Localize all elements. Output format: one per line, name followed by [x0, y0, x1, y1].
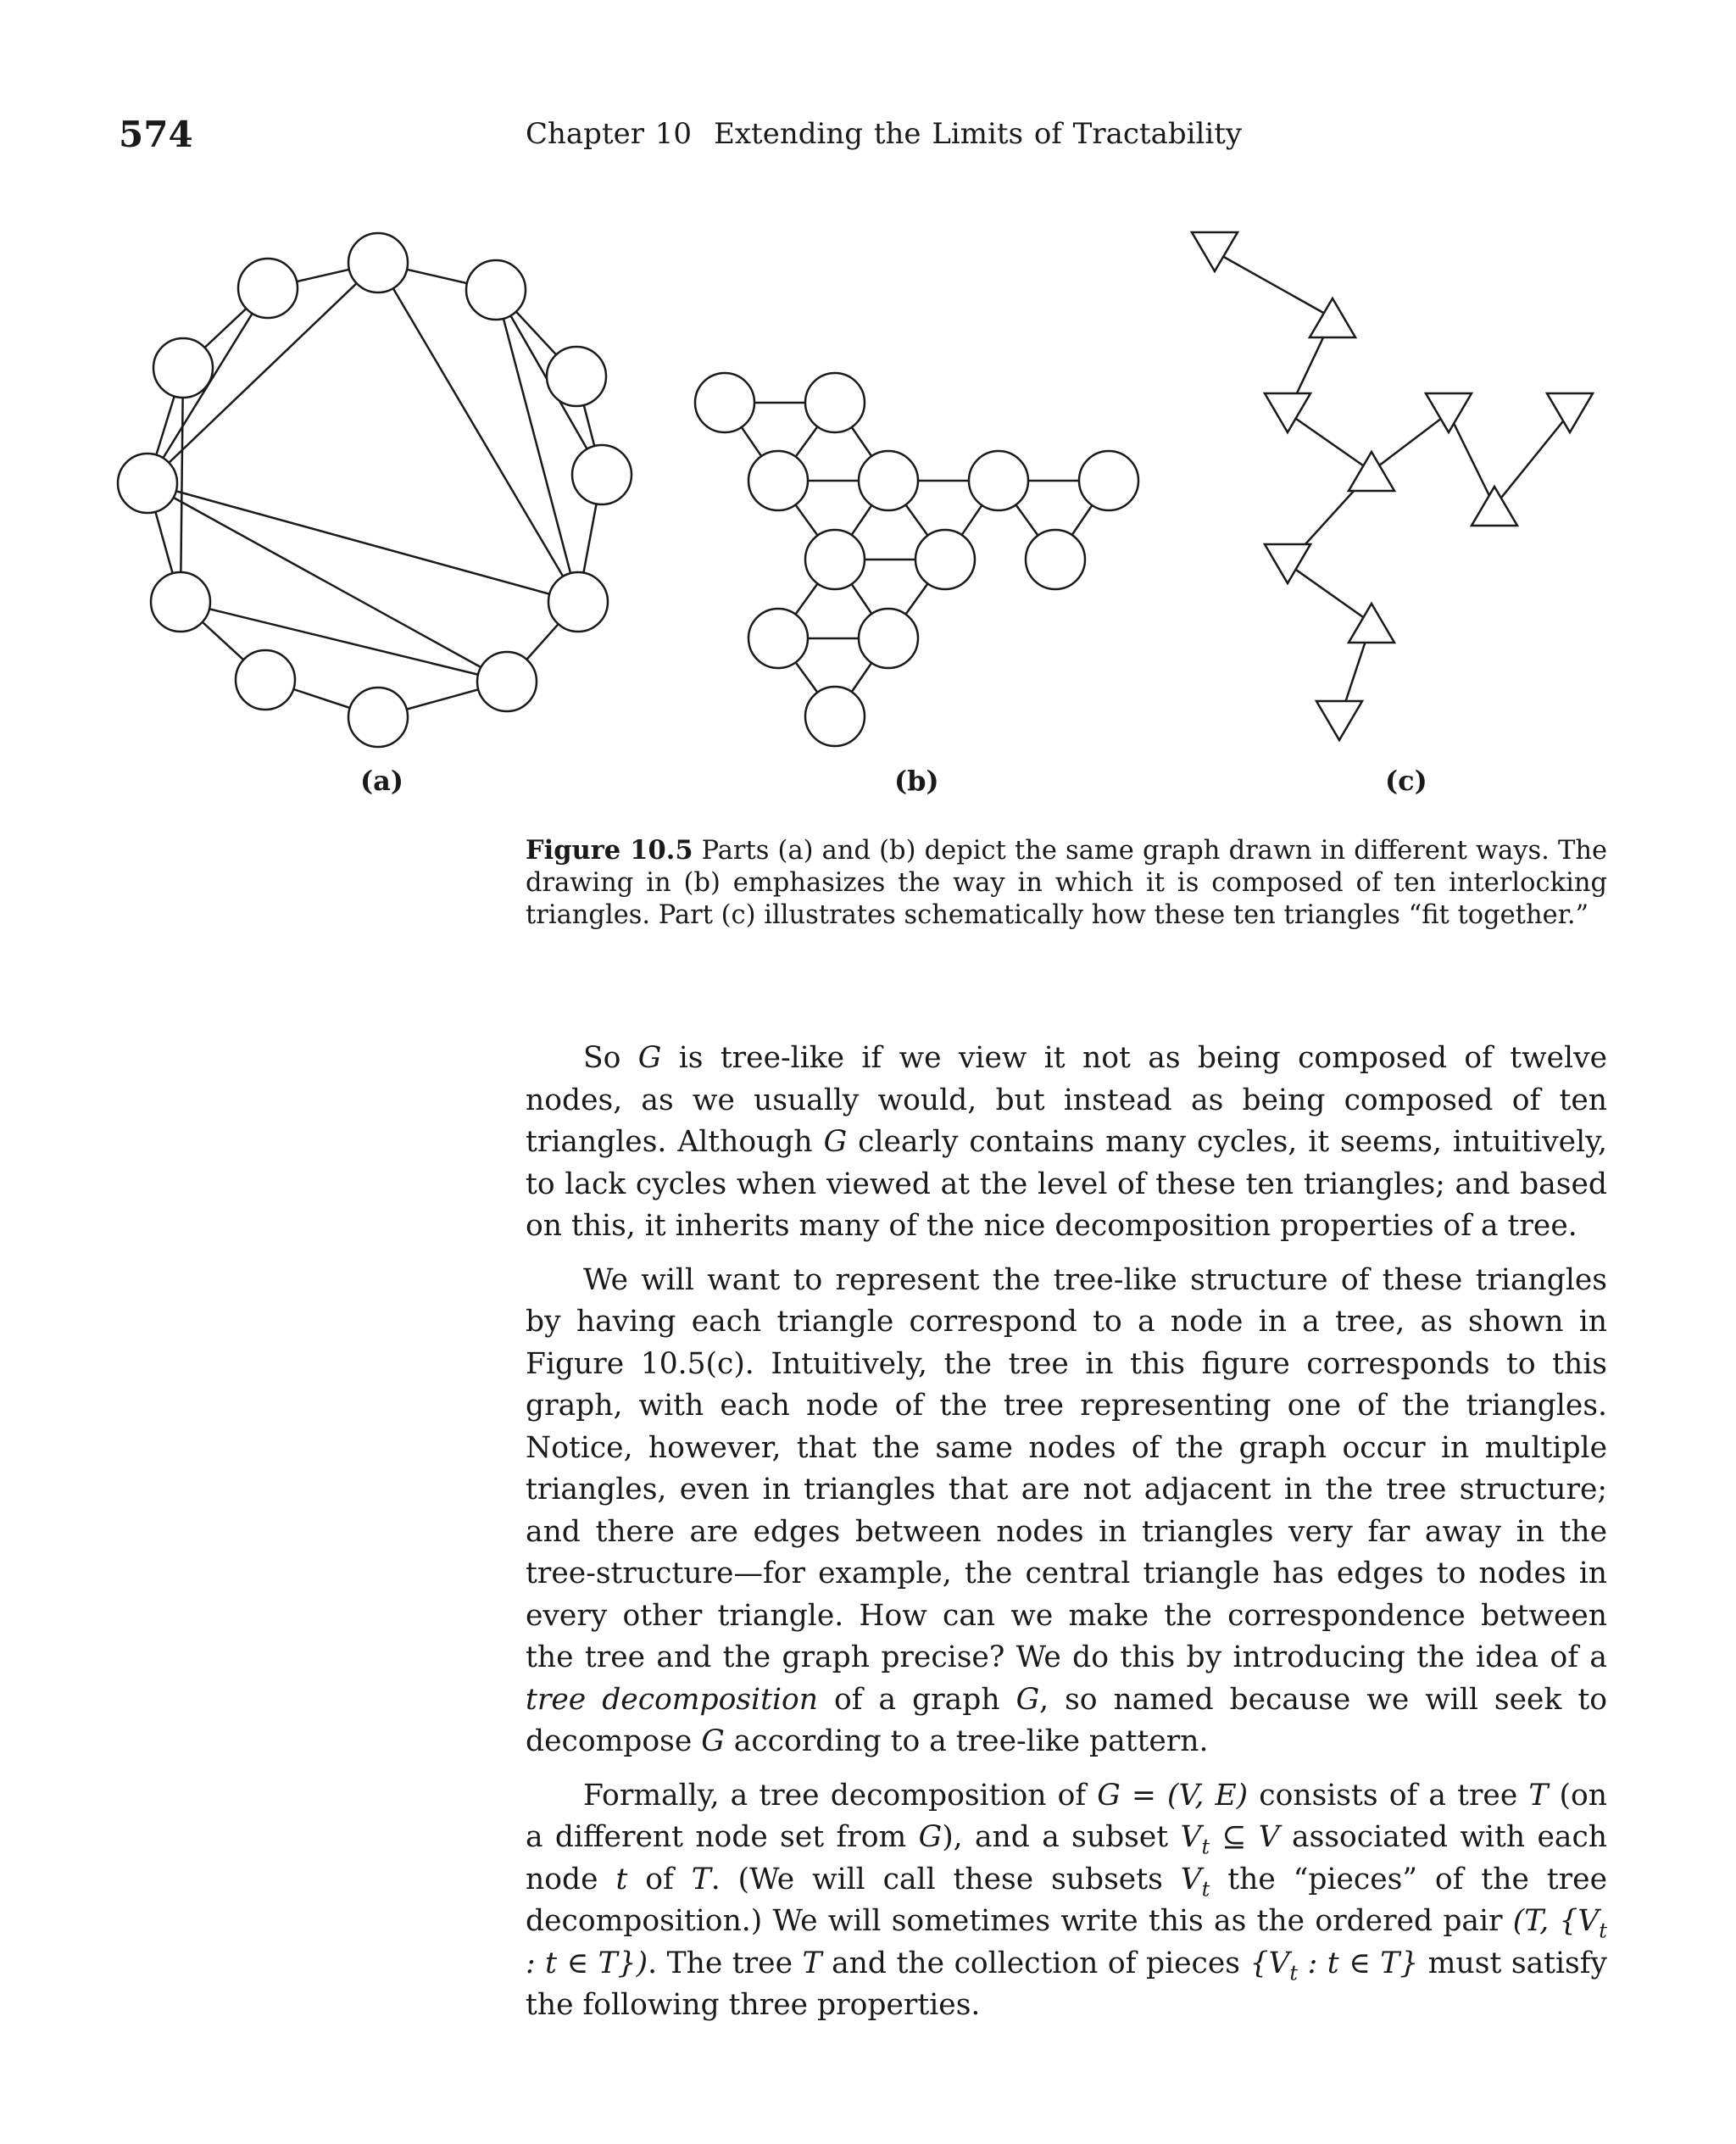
tree-triangle-node — [1265, 393, 1310, 432]
tree-triangle-node — [1265, 544, 1310, 583]
graph-b-node — [805, 687, 865, 746]
graph-b-node — [695, 373, 754, 432]
tree-triangle-node — [1349, 604, 1394, 643]
tree-triangle-node — [1547, 393, 1593, 432]
graph-a-node — [548, 572, 608, 632]
chapter-title: Extending the Limits of Tractability — [714, 117, 1243, 151]
graph-b-node — [859, 451, 918, 510]
graph-b-node — [805, 530, 865, 589]
graph-a-node — [466, 260, 526, 320]
paragraph-2: We will want to represent the tree-like structure of these triangles by having each triangle correspond to a node in a tree, as shown in Figure 10.5(c). Intuitively, the tree in this figure corresponds to this graph, with each node of the tree representing one of the triangles. Notice, however, that the same nodes of the graph occur in multiple triangles, even in triangles that are not adjacent in the tree structure; and there are edges between nodes in triangles very far away in the tree-structure—for example, the central triangle has edges to nodes in every other triangle. How can we make the correspondence between the tree and the graph precise? We do this by introducing the idea of a tree decomposition of a graph G, so named because we will seek to decompose G according to a tree-like pattern. — [526, 1262, 1607, 1758]
label-a: (a) — [360, 765, 404, 797]
tree-edge — [1215, 252, 1333, 318]
graph-b-node — [969, 451, 1028, 510]
tree-edge — [1494, 413, 1570, 506]
label-c: (c) — [1385, 765, 1427, 797]
chapter-number: Chapter 10 — [526, 117, 693, 151]
panel-b-graph — [695, 373, 1138, 746]
graph-a-node — [151, 572, 210, 632]
tree-edge — [1372, 413, 1449, 471]
body-text — [526, 1038, 1607, 2039]
tree-edge — [1288, 413, 1372, 471]
tree-edge — [1449, 413, 1494, 506]
tree-triangle-node — [1349, 452, 1394, 491]
tree-edge — [1288, 564, 1372, 623]
graph-b-node — [805, 373, 865, 432]
graph-a-node — [153, 338, 213, 398]
caption-label: Figure 10.5 — [526, 835, 693, 866]
tree-triangle-node — [1316, 701, 1362, 740]
panel-a-graph — [118, 233, 632, 747]
tree-triangle-node — [1472, 487, 1517, 526]
graph-a-edge — [181, 602, 507, 682]
graph-a-node — [236, 650, 295, 710]
graph-b-node — [859, 609, 918, 668]
graph-a-node — [477, 652, 537, 711]
tree-triangle-node — [1192, 232, 1238, 271]
graph-a-node — [572, 445, 632, 504]
graph-b-node — [748, 609, 808, 668]
tree-triangle-node — [1310, 298, 1355, 337]
tree-triangle-node — [1426, 393, 1472, 432]
graph-b-node — [915, 530, 975, 589]
term-tree-decomposition: tree decomposition — [526, 1682, 818, 1717]
graph-a-edge — [496, 290, 578, 602]
figure-caption — [526, 834, 1607, 932]
graph-b-node — [1079, 451, 1138, 510]
graph-a-node — [238, 259, 298, 318]
graph-a-edge — [147, 483, 578, 602]
panel-c-tree — [1192, 232, 1593, 740]
page-number: 574 — [119, 114, 193, 155]
label-b: (b) — [894, 765, 939, 797]
graph-a-edge — [181, 368, 183, 602]
graph-a-node — [547, 347, 606, 406]
graph-b-node — [748, 451, 808, 510]
graph-a-node — [348, 233, 408, 292]
graph-a-node — [118, 454, 177, 513]
caption-text: Parts (a) and (b) depict the same graph drawn in different ways. The drawing in (b) emphasizes the way in which it is composed of ten interlocking triangles. Part (c) illustrates schematically how these ten triangles “fit together.” — [526, 836, 1608, 930]
paragraph-1: So G is tree-like if we view it not as being composed of twelve nodes, as we usually would, but instead as being composed of ten triangles. Although G clearly contains many cycles, it seems, intuitively, to lack cycles when viewed at the level of these ten triangles; and based on this, it inherits many of the nice decomposition properties of a tree. — [526, 1041, 1608, 1243]
figure-10-5 — [0, 0, 1736, 814]
paragraph-3: Formally, a tree decomposition of G = (V, E) consists of a tree T (on a different node set from G), and a subset $V_t$ ⊆ V associated with each node t of T. (We will call these subsets $V_t$ the “pieces” of the tree decomposition.) We will sometimes write this as the ordered pair (T, {$V_t$ : t ∈ T}). The tree T and the collection of pieces {$V_t$ : t ∈ T} must satisfy the following three properties. — [526, 1778, 1608, 2022]
graph-a-node — [348, 688, 408, 747]
graph-b-node — [1026, 530, 1085, 589]
